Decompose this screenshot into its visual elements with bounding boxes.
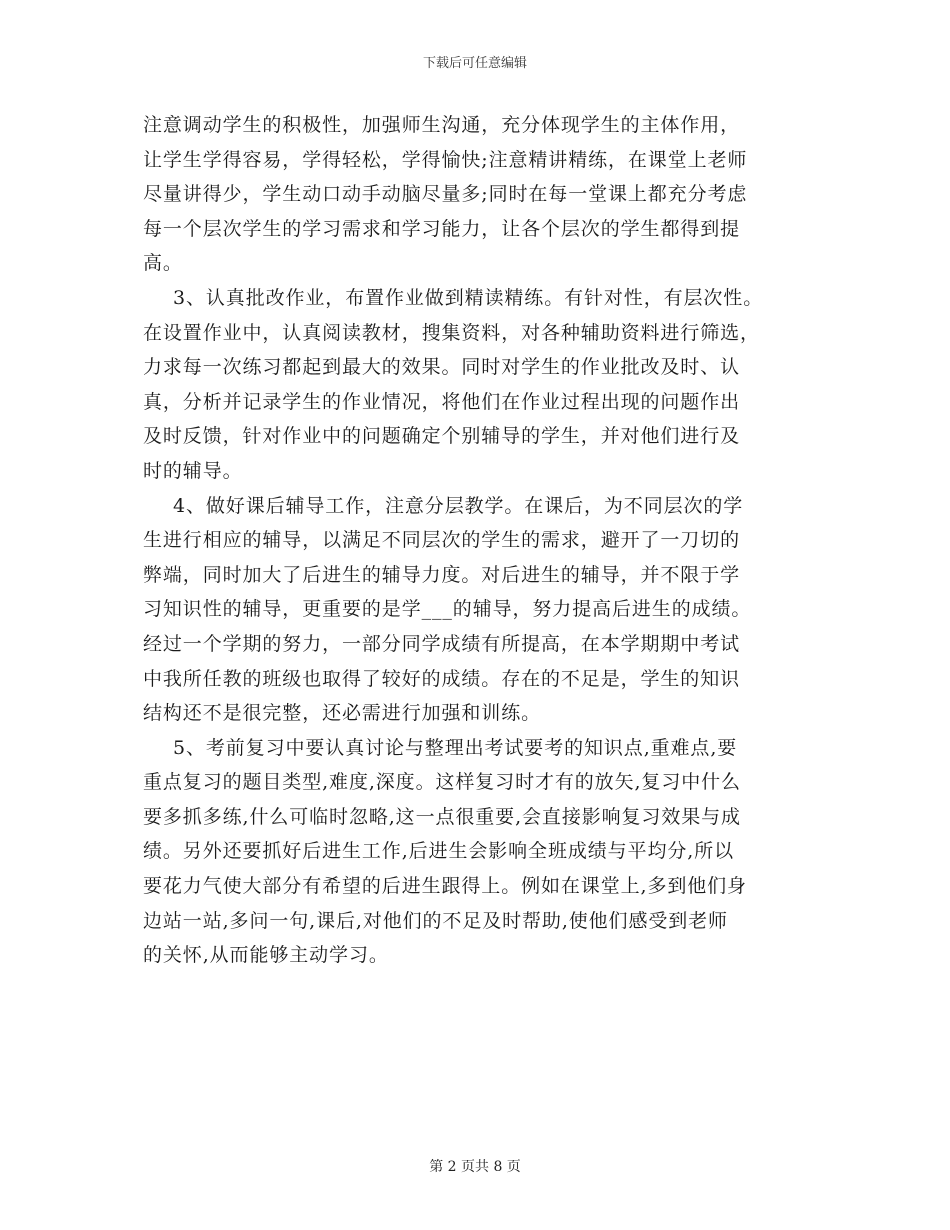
text-line: 5、考前复习中要认真讨论与整理出考试要考的知识点,重难点,要 (173, 736, 738, 759)
paragraph (143, 489, 833, 731)
document-body (143, 108, 833, 973)
text-line: 绩。另外还要抓好后进生工作,后进生会影响全班成绩与平均分,所以 (143, 840, 734, 863)
text-line: 注意调动学生的积极性，加强师生沟通，充分体现学生的主体作用， (143, 114, 741, 136)
text-line: 弊端，同时加大了后进生的辅导力度。对后进生的辅导，并不限于学 (143, 563, 741, 586)
text-line: 的关怀,从而能够主动学习。 (143, 944, 389, 967)
page-header: 下载后可任意编辑 (422, 56, 527, 71)
text-line: 4、做好课后辅导工作，注意分层教学。在课后，为不同层次的学 (173, 494, 744, 517)
paragraph (143, 108, 833, 281)
text-line: 让学生学得容易，学得轻松，学得愉快;注意精讲精练，在课堂上老师 (143, 148, 748, 171)
text-line: 要多抓多练,什么可临时忽略,这一点很重要,会直接影响复习效果与成 (143, 805, 741, 828)
page-number: 第 2 页共 8 页 (429, 1159, 521, 1175)
text-line: 在设置作业中，认真阅读教材，搜集资料，对各种辅助资料进行筛选， (143, 321, 760, 344)
paragraph (143, 281, 833, 489)
text-line: 高。 (143, 252, 183, 275)
text-line: 生进行相应的辅导，以满足不同层次的学生的需求，避开了一刀切的 (143, 529, 741, 552)
text-line: 结构还不是很完整，还必需进行加强和训练。 (143, 702, 542, 725)
text-line: 重点复习的题目类型,难度,深度。这样复习时才有的放矢,复习中什么 (143, 771, 741, 794)
text-line: 每一个层次学生的学习需求和学习能力，让各个层次的学生都得到提 (143, 217, 741, 240)
text-line: 经过一个学期的努力，一部分同学成绩有所提高，在本学期期中考试 (143, 632, 741, 655)
text-line: 力求每一次练习都起到最大的效果。同时对学生的作业批改及时、认 (143, 356, 741, 379)
text-line: 要花力气使大部分有希望的后进生跟得上。例如在课堂上,多到他们身 (143, 875, 747, 898)
text-line: 习知识性的辅导，更重要的是学___的辅导，努力提高后进生的成绩。 (143, 598, 752, 621)
text-line: 真，分析并记录学生的作业情况，将他们在作业过程出现的问题作出 (143, 390, 741, 413)
text-line: 3、认真批改作业，布置作业做到精读精练。有针对性，有层次性。 (173, 286, 764, 309)
text-line: 时的辅导。 (143, 459, 243, 482)
text-line: 边站一站,多问一句,课后,对他们的不足及时帮助,使他们感受到老师 (143, 909, 728, 932)
text-line: 及时反馈，针对作业中的问题确定个别辅导的学生，并对他们进行及 (143, 425, 741, 448)
paragraph (143, 731, 833, 973)
text-line: 中我所任教的班级也取得了较好的成绩。存在的不足是，学生的知识 (143, 667, 741, 690)
text-line: 尽量讲得少，学生动口动手动脑尽量多;同时在每一堂课上都充分考虑 (143, 183, 748, 206)
